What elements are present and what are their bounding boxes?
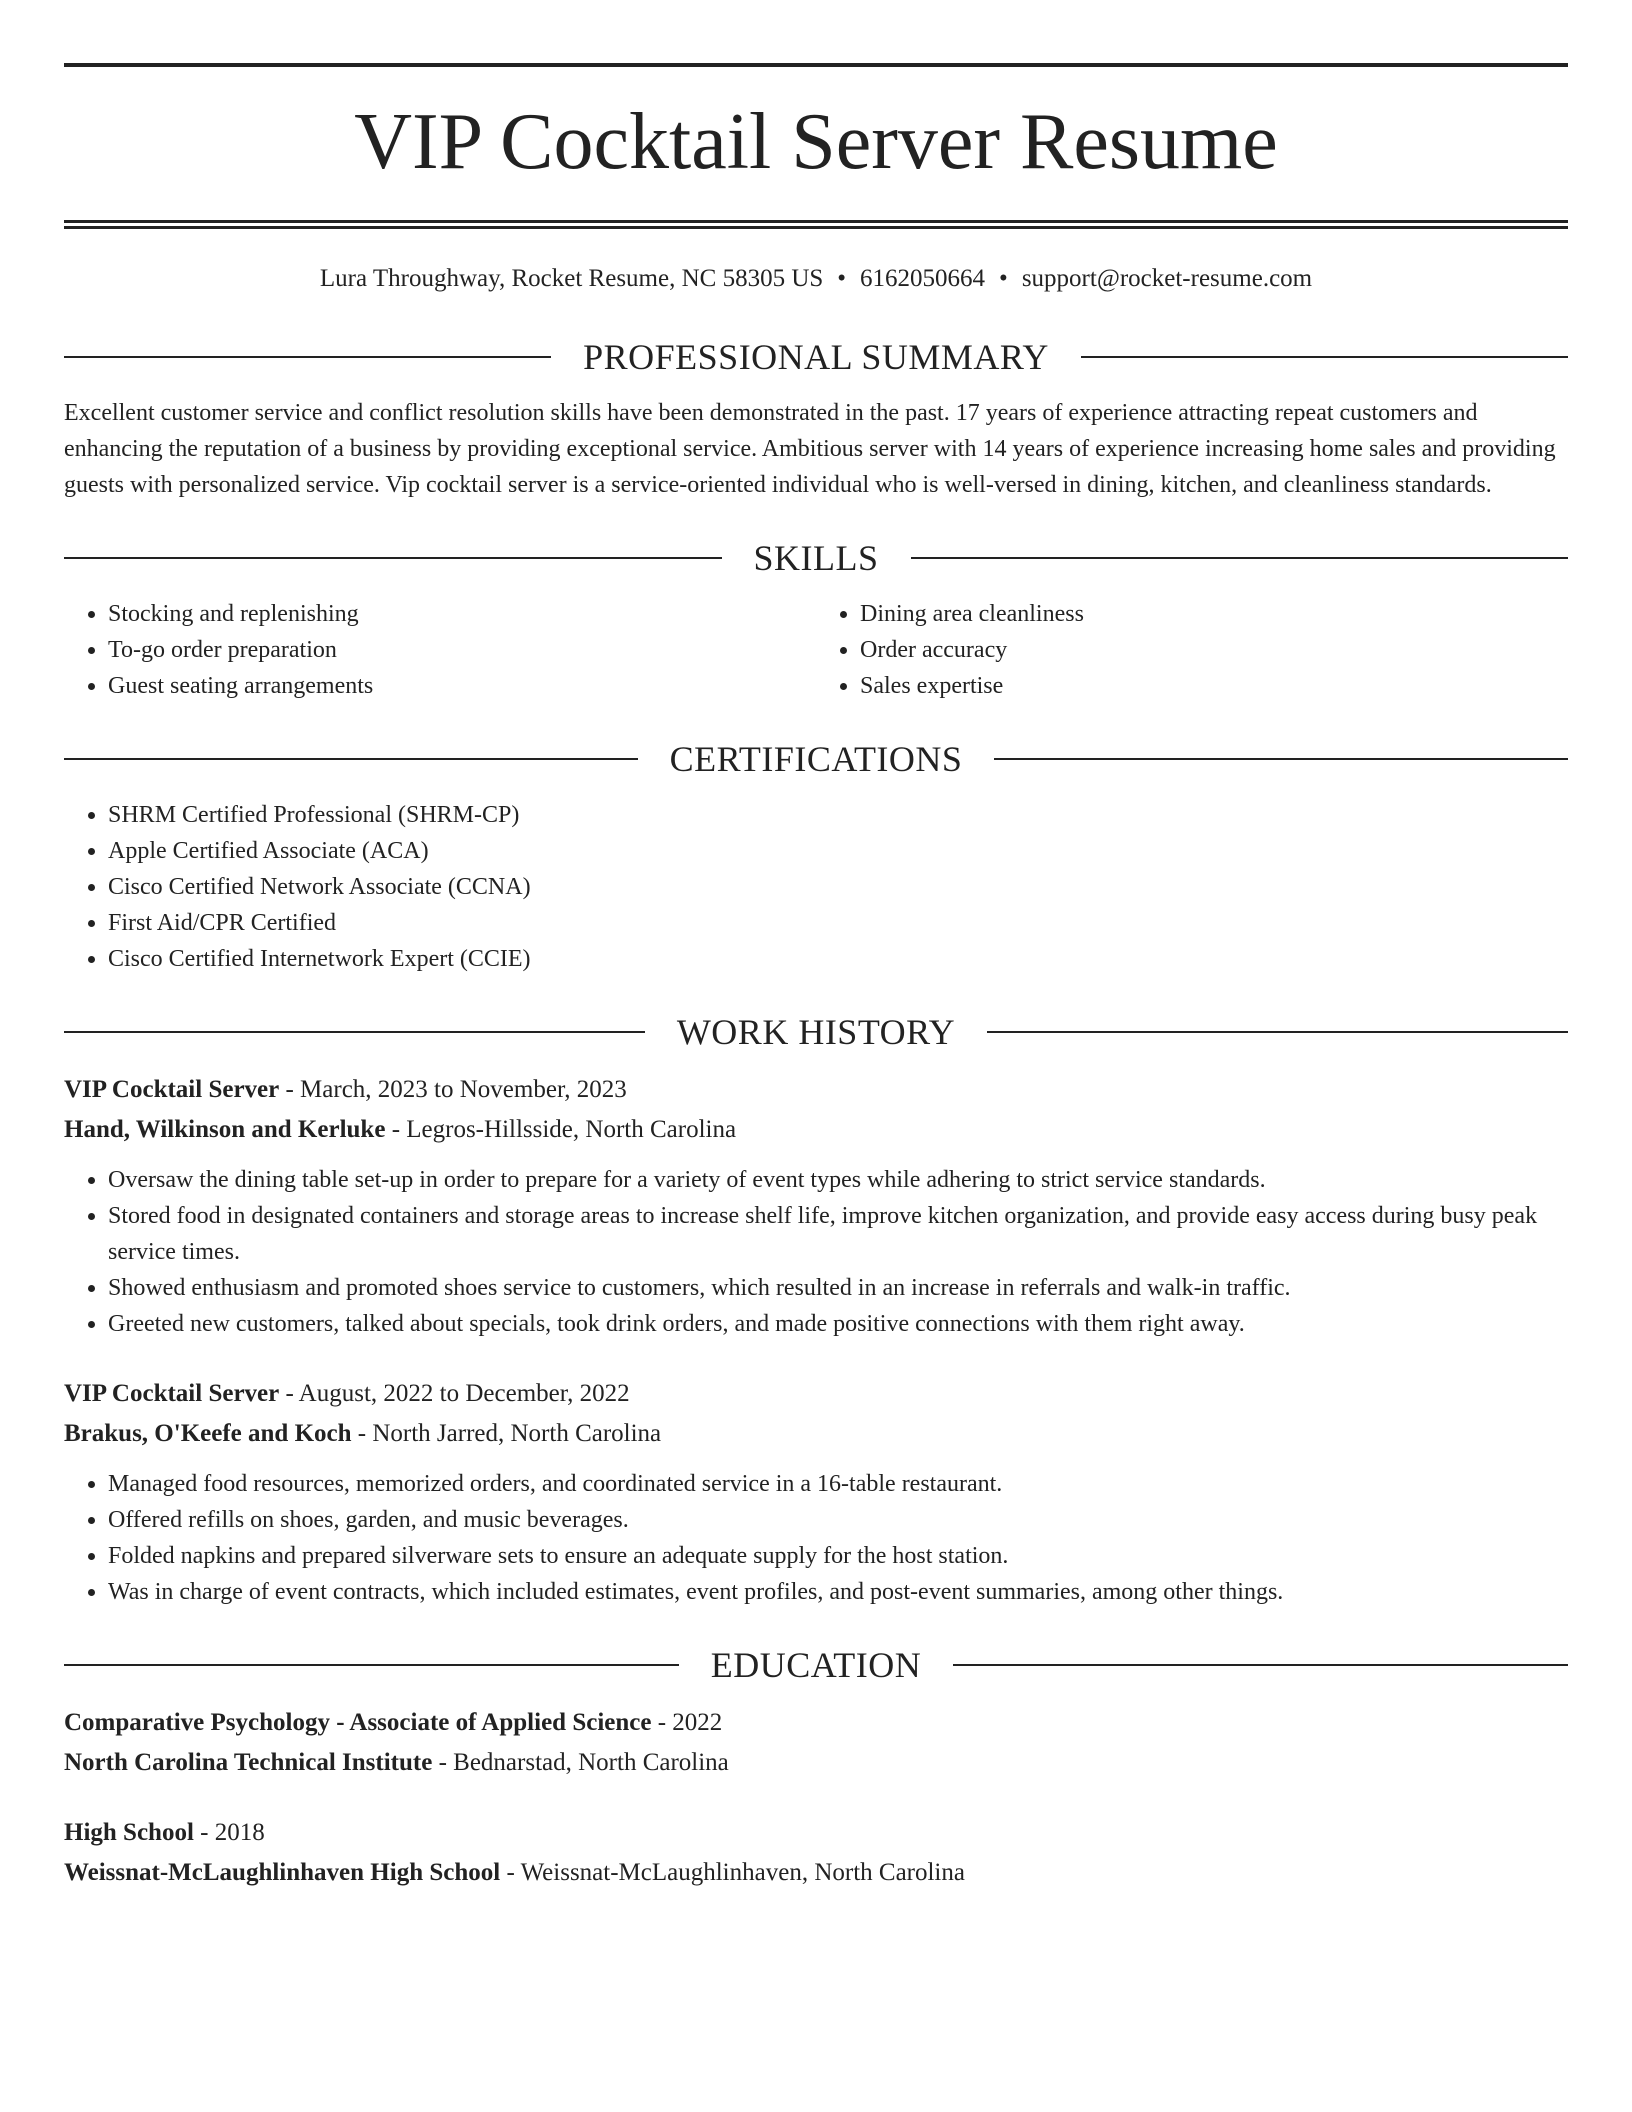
skill-item: • Guest seating arrangements bbox=[108, 668, 816, 704]
section-title: PROFESSIONAL SUMMARY bbox=[583, 337, 1049, 377]
education-degree: Comparative Psychology - Associate of Applied Science bbox=[64, 1709, 652, 1736]
education-school-line bbox=[64, 1853, 1568, 1893]
job-title: VIP Cocktail Server bbox=[64, 1380, 280, 1407]
job-entry bbox=[64, 1374, 1568, 1610]
job-location: - Legros-Hillsside, North Carolina bbox=[385, 1116, 737, 1143]
section-heading-education bbox=[64, 1643, 1568, 1687]
education-location: - Bednarstad, North Carolina bbox=[432, 1749, 729, 1776]
job-company-line bbox=[64, 1414, 1568, 1454]
job-dates: - March, 2023 to November, 2023 bbox=[279, 1076, 627, 1103]
job-company: Brakus, O'Keefe and Koch bbox=[64, 1420, 352, 1447]
section-title: CERTIFICATIONS bbox=[669, 739, 963, 779]
summary-text: Excellent customer service and conflict resolution skills have been demonstrated in the past. 17 years of experience attracting repeat customers and enhancing the reputation of a business by providing exceptional service. Ambitious server with 14 years of experience increasing home sales and providing guests with personalized service. Vip cocktail server is a service-oriented individual who is well-versed in dining, kitchen, and cleanliness standards. bbox=[64, 400, 1556, 498]
education-entry bbox=[64, 1813, 1568, 1893]
education-degree: High School bbox=[64, 1819, 194, 1846]
section-heading-summary bbox=[64, 335, 1568, 379]
education-year: - 2022 bbox=[651, 1709, 723, 1736]
section-heading-certifications bbox=[64, 737, 1568, 781]
certification-item: • Apple Certified Associate (ACA) bbox=[108, 833, 1568, 869]
job-title-line bbox=[64, 1070, 1568, 1110]
education-school: Weissnat-McLaughlinhaven High School bbox=[64, 1859, 501, 1886]
job-company-line bbox=[64, 1110, 1568, 1150]
heading-rule-left bbox=[64, 356, 551, 358]
heading-rule-left bbox=[64, 557, 722, 559]
job-title: VIP Cocktail Server bbox=[64, 1076, 280, 1103]
top-rule bbox=[64, 63, 1568, 67]
heading-rule-right bbox=[994, 758, 1568, 760]
section-title: SKILLS bbox=[753, 538, 879, 578]
job-location: - North Jarred, North Carolina bbox=[351, 1420, 662, 1447]
education-school: North Carolina Technical Institute bbox=[64, 1749, 433, 1776]
certification-item: • Cisco Certified Internetwork Expert (CCIE) bbox=[108, 941, 1568, 977]
heading-rule-left bbox=[64, 758, 638, 760]
job-bullets bbox=[64, 1162, 1568, 1342]
job-dates: - August, 2022 to December, 2022 bbox=[279, 1380, 630, 1407]
contact-separator: • bbox=[837, 265, 847, 292]
section-heading-skills bbox=[64, 536, 1568, 580]
section-heading-work-history bbox=[64, 1010, 1568, 1054]
skill-item: • Sales expertise bbox=[860, 668, 1568, 704]
certification-item: • First Aid/CPR Certified bbox=[108, 905, 1568, 941]
education-degree-line bbox=[64, 1703, 1568, 1743]
resume-title: VIP Cocktail Server Resume bbox=[354, 98, 1278, 186]
heading-rule-right bbox=[987, 1031, 1568, 1033]
skills-list-left bbox=[64, 596, 816, 704]
heading-rule-left bbox=[64, 1664, 679, 1666]
certification-item: • Cisco Certified Network Associate (CCNA) bbox=[108, 869, 1568, 905]
job-entry bbox=[64, 1070, 1568, 1342]
education-entry bbox=[64, 1703, 1568, 1783]
job-bullet: • Greeted new customers, talked about specials, took drink orders, and made positive connections with them right away. bbox=[108, 1306, 1568, 1342]
certifications-list bbox=[64, 797, 1568, 977]
skill-item: • Stocking and replenishing bbox=[108, 596, 816, 632]
education-degree-line bbox=[64, 1813, 1568, 1853]
heading-rule-right bbox=[911, 557, 1569, 559]
skill-item: • To-go order preparation bbox=[108, 632, 816, 668]
education-location: - Weissnat-McLaughlinhaven, North Carolina bbox=[500, 1859, 965, 1886]
education-school-line bbox=[64, 1743, 1568, 1783]
title-double-rule bbox=[64, 220, 1568, 229]
skill-item: • Order accuracy bbox=[860, 632, 1568, 668]
contact-line bbox=[64, 261, 1568, 297]
job-bullet: • Stored food in designated containers and storage areas to increase shelf life, improve kitchen organization, and provide easy access during busy peak service times. bbox=[108, 1198, 1568, 1270]
contact-phone: 6162050664 bbox=[860, 265, 986, 292]
certification-item: • SHRM Certified Professional (SHRM-CP) bbox=[108, 797, 1568, 833]
job-bullet: • Folded napkins and prepared silverware sets to ensure an adequate supply for the host station. bbox=[108, 1538, 1568, 1574]
section-title: WORK HISTORY bbox=[676, 1012, 956, 1052]
job-bullets bbox=[64, 1466, 1568, 1610]
contact-separator: • bbox=[999, 265, 1008, 292]
heading-rule-right bbox=[1081, 356, 1568, 358]
skill-item: • Dining area cleanliness bbox=[860, 596, 1568, 632]
skills-grid bbox=[64, 596, 1568, 704]
heading-rule-left bbox=[64, 1031, 645, 1033]
job-bullet: • Showed enthusiasm and promoted shoes service to customers, which resulted in an increase in referrals and walk-in traffic. bbox=[108, 1270, 1568, 1306]
job-bullet: • Oversaw the dining table set-up in order to prepare for a variety of event types while adhering to strict service standards. bbox=[108, 1162, 1568, 1198]
contact-address: Lura Throughway, Rocket Resume, NC 58305 US bbox=[319, 265, 824, 292]
contact-email: support@rocket-resume.com bbox=[1021, 265, 1313, 292]
job-bullet: • Managed food resources, memorized orders, and coordinated service in a 16-table restaurant. bbox=[108, 1466, 1568, 1502]
job-bullet: • Offered refills on shoes, garden, and music beverages. bbox=[108, 1502, 1568, 1538]
education-year: - 2018 bbox=[193, 1819, 265, 1846]
section-title: EDUCATION bbox=[710, 1645, 922, 1685]
job-title-line bbox=[64, 1374, 1568, 1414]
job-bullet: • Was in charge of event contracts, which included estimates, event profiles, and post-event summaries, among other things. bbox=[108, 1574, 1568, 1610]
job-company: Hand, Wilkinson and Kerluke bbox=[64, 1116, 386, 1143]
skills-list-right bbox=[816, 596, 1568, 704]
heading-rule-right bbox=[953, 1664, 1568, 1666]
